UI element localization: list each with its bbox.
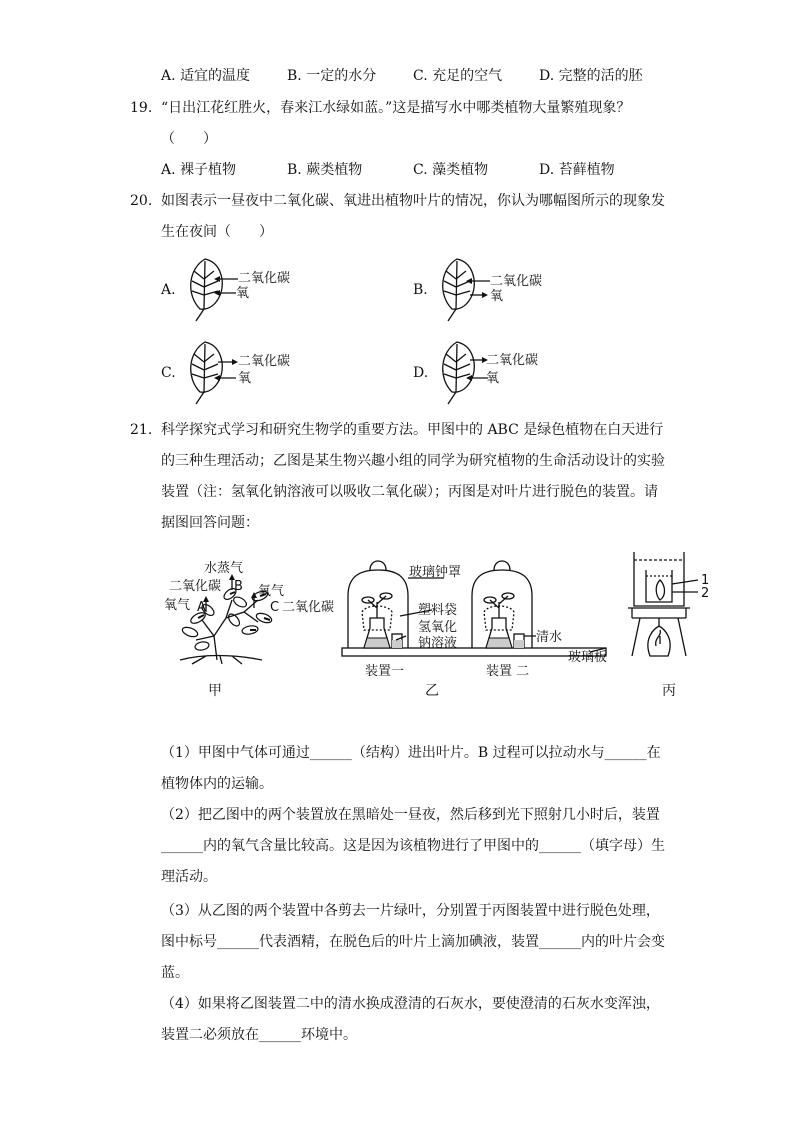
q19-option-c: C. 藻类植物 — [413, 162, 489, 178]
q21-line1: 科学探究式学习和研究生物学的重要方法。甲图中的 ABC 是绿色植物在白天进行 — [161, 422, 664, 438]
q19-option-a: A. 裸子植物 — [161, 162, 237, 178]
q21-sub1-line2: 植物体内的运输。 — [161, 776, 273, 792]
figure-bing-apparatus — [626, 546, 716, 666]
q21-sub3-line2: 图中标号______代表酒精，在脱色后的叶片上滴加碘液，装置______内的叶片会变 — [161, 934, 665, 950]
q20-option-b-letter: B. — [413, 282, 428, 298]
jia-a-label: A — [197, 600, 206, 615]
q21-line3: 装置（注：氢氧化钠溶液可以吸收二氧化碳）；丙图是对叶片进行脱色的装置。请 — [161, 484, 658, 500]
yi-device2-label: 装置 二 — [486, 664, 530, 679]
leaf-d-co2-label: 二氧化碳 — [486, 353, 539, 368]
q20-option-a-letter: A. — [161, 282, 176, 298]
jia-oxygen-right-label: 氧气 — [258, 584, 285, 599]
q19-blank: （ ） — [161, 131, 217, 147]
q21-sub3-line1: （3）从乙图的两个装置中各剪去一片绿叶，分别置于丙图装置中进行脱色处理， — [161, 903, 660, 919]
jia-oxygen-left-label: 氧气 — [164, 598, 191, 613]
q21-number: 21. — [130, 422, 153, 438]
jia-co2-left-label: 二氧化碳 — [169, 579, 222, 594]
leaf-b-o2-label: 氧 — [490, 289, 504, 304]
q20-option-d-letter: D. — [413, 365, 429, 381]
q20-option-c-letter: C. — [161, 365, 176, 381]
yi-caption: 乙 — [425, 683, 439, 699]
leaf-c-co2-label: 二氧化碳 — [238, 354, 291, 369]
q21-sub2-line2: ______内的氧气含量比较高。这是因为该植物进行了甲图中的______（填字母）生 — [161, 838, 665, 854]
bing-caption: 丙 — [662, 683, 676, 699]
yi-plastic-bag-label: 塑料袋 — [418, 603, 458, 618]
leaf-d-o2-label: 氧 — [486, 371, 500, 386]
q19-option-d: D. 苔藓植物 — [539, 162, 615, 178]
q21-sub3-line3: 蓝。 — [161, 965, 189, 981]
q18-option-b: B. 一定的水分 — [287, 68, 377, 84]
jia-co2-right-label: 二氧化碳 — [282, 600, 335, 615]
q21-sub1-line1: （1）甲图中气体可通过______（结构）进出叶片。B 过程可以拉动水与______在 — [161, 745, 661, 761]
q19-number: 19. — [130, 100, 153, 116]
q19-option-b: B. 蕨类植物 — [287, 162, 363, 178]
leaf-b-co2-label: 二氧化碳 — [490, 274, 543, 289]
q21-sub2-line1: （2）把乙图中的两个装置放在黑暗处一昼夜，然后移到光下照射几小时后，装置 — [161, 807, 660, 823]
q21-sub2-line3: 理活动。 — [161, 869, 217, 885]
q21-sub4-line1: （4）如果将乙图装置二中的清水换成澄清的石灰水，要使澄清的石灰水变浑浊， — [161, 996, 660, 1012]
bing-mark-1: 1 — [701, 573, 710, 588]
yi-device1-label: 装置一 — [365, 664, 405, 679]
bing-mark-2: 2 — [701, 586, 710, 601]
q19-stem: “日出江花红胜火，春来江水绿如蓝。”这是描写水中哪类植物大量繁殖现象？ — [161, 100, 631, 116]
leaf-a-o2-label: 氧 — [236, 286, 250, 301]
q20-stem-line1: 如图表示一昼夜中二氧化碳、氧进出植物叶片的情况，你认为哪幅图所示的现象发 — [161, 193, 665, 209]
q18-option-d: D. 完整的活的胚 — [539, 68, 643, 84]
yi-naoh-label-2: 钠溶液 — [418, 636, 458, 651]
q20-stem-line2: 生在夜间（ ） — [161, 224, 273, 240]
q21-line2: 的三种生理活动；乙图是某生物兴趣小组的同学为研究植物的生命活动设计的实验 — [161, 453, 665, 469]
q18-option-c: C. 充足的空气 — [413, 68, 503, 84]
jia-c-label: C — [270, 600, 280, 615]
jia-water-vapor-label: 水蒸气 — [204, 561, 244, 576]
jia-b-label: B — [234, 579, 243, 594]
jia-caption: 甲 — [208, 683, 222, 699]
yi-clear-water-label: 清水 — [536, 630, 563, 645]
leaf-a-co2-label: 二氧化碳 — [238, 271, 291, 286]
q18-option-a: A. 适宜的温度 — [161, 68, 251, 84]
leaf-c-o2-label: 氧 — [238, 371, 252, 386]
q20-number: 20. — [130, 193, 153, 209]
q21-line4: 据图回答问题： — [161, 515, 259, 531]
yi-naoh-label-1: 氢氧化 — [418, 620, 458, 635]
yi-bell-jar-label: 玻璃钟罩 — [409, 565, 462, 580]
yi-glass-plate-label: 玻璃板 — [568, 650, 608, 665]
q21-sub4-line2: 装置二必须放在______环境中。 — [161, 1027, 357, 1043]
